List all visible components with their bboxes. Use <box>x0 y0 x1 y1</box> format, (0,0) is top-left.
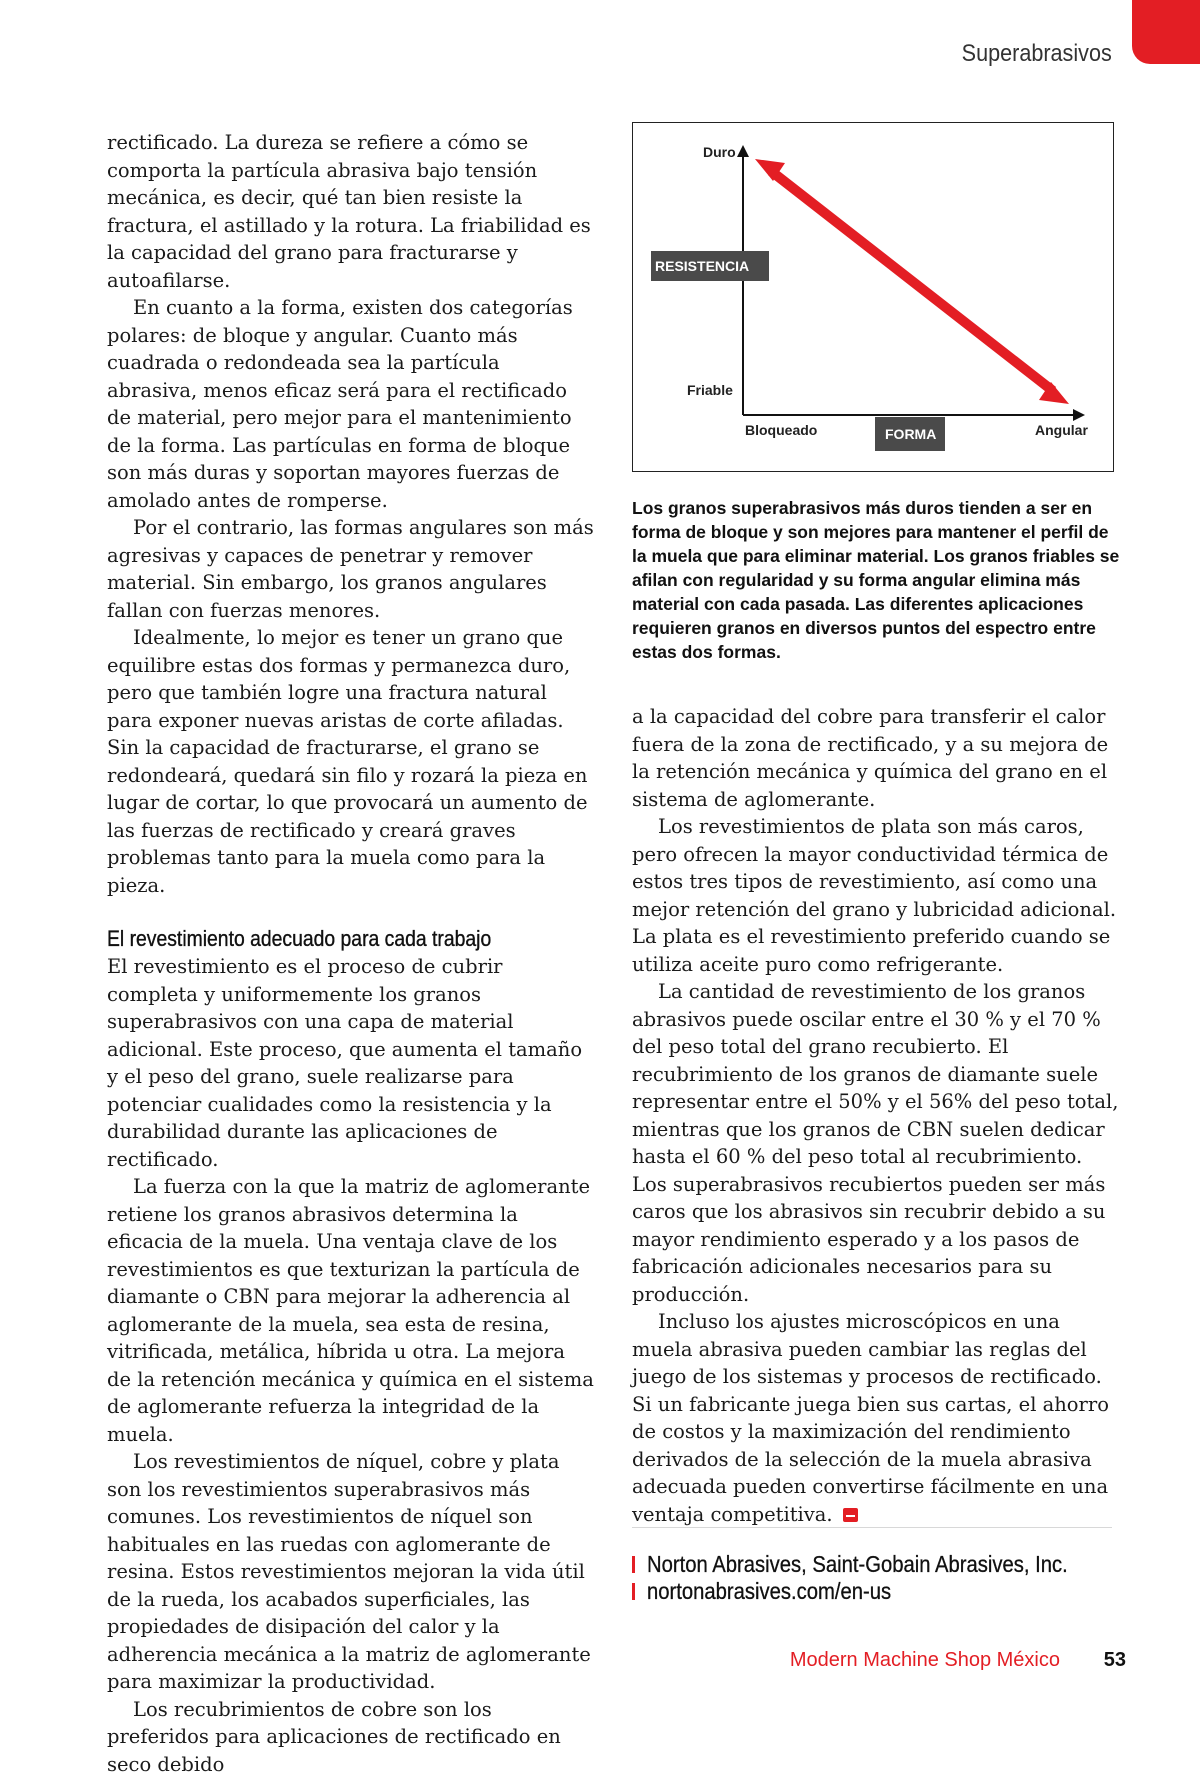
y-axis-arrowhead <box>737 145 749 157</box>
end-of-article-icon <box>843 1508 858 1522</box>
credits-block <box>632 1551 1152 1605</box>
section-heading: El revestimiento adecuado para cada trabajo <box>107 926 536 952</box>
x-low-label: Bloqueado <box>745 422 817 438</box>
credit-company <box>632 1551 1152 1578</box>
paragraph: El revestimiento es el proceso de cubrir completa y uniformemente los granos superabrasivos con una capa de material adicional. Este proceso, que aumenta el tamaño y el peso del grano, suele realizarse para potenciar cualidades como la resistencia y la durabilidad durante las aplicaciones de rectificado. <box>107 953 595 1173</box>
paragraph: Idealmente, lo mejor es tener un grano que equilibre estas dos formas y permanezca duro, pero que también logre una fractura natural para exponer nuevas aristas de corte afiladas. Sin la capacidad de fracturarse, el grano se redondeará, quedará sin filo y rozará la pieza en lugar de cortar, lo que provocará un aumento de las fuerzas de rectificado y creará graves problemas tanto para la muela como para la pieza. <box>107 624 595 899</box>
section-tab-accent <box>1132 0 1200 64</box>
paragraph: Por el contrario, las formas angulares son más agresivas y capaces de penetrar y remover material. Sin embargo, los granos angulares fallan con fuerzas menores. <box>107 514 595 624</box>
hardness-shape-diagram <box>632 122 1114 472</box>
paragraph: Los revestimientos de plata son más caros, pero ofrecen la mayor conductividad térmica de estos tres tipos de revestimiento, así como una mejor retención del grano y lubricidad adicional. La plata es el revestimiento preferido cuando se utiliza aceite puro como refrigerante. <box>632 813 1120 978</box>
website-link[interactable]: nortonabrasives.com/en-us <box>647 1578 891 1605</box>
paragraph: Los recubrimientos de cobre son los preferidos para aplicaciones de rectificado en seco debido <box>107 1696 595 1778</box>
paragraph: a la capacidad del cobre para transferir el calor fuera de la zona de rectificado, y a su mejora de la retención mecánica y química del grano en el sistema de aglomerante. <box>632 703 1120 813</box>
paragraph: En cuanto a la forma, existen dos categorías polares: de bloque y angular. Cuanto más cuadrada o redondeada sea la partícula abrasiva, menos eficaz será para el rectificado de material, pero mejor para el mantenimiento de la forma. Las partículas en forma de bloque son más duras y soportan mayores fuerzas de amolado antes de romperse. <box>107 294 595 514</box>
paragraph: La cantidad de revestimiento de los granos abrasivos puede oscilar entre el 30 % y el 70 % del peso total del grano recubierto. El recubrimiento de los granos de diamante suele representar entre el 50% y el 56% del peso total, mientras que los granos de CBN suelen dedicar hasta el 60 % del peso total al recubrimiento. Los superabrasivos recubiertos pueden ser más caros que los abrasivos sin recubrir debido a su mayor rendimiento esperado y a los pasos de fabricación adicionales necesarios para su producción. <box>632 978 1120 1308</box>
company-name: Norton Abrasives, Saint-Gobain Abrasives, Inc. <box>647 1551 1068 1578</box>
red-bar-icon <box>632 1556 635 1573</box>
diagram-svg <box>633 123 1113 471</box>
footer-magazine-name: Modern Machine Shop México <box>790 1649 1060 1672</box>
red-bar-icon <box>632 1583 635 1600</box>
credits-divider <box>632 1527 1112 1528</box>
paragraph: La fuerza con la que la matriz de aglomerante retiene los granos abrasivos determina la eficacia de la muela. Una ventaja clave de los revestimientos es que texturizan la partícula de diamante o CBN para mejorar la adherencia al aglomerante de la muela, sea esta de resina, vitrificada, metálica, híbrida u otra. La mejora de la retención mecánica y química en el sistema de aglomerante refuerza la integridad de la muela. <box>107 1173 595 1448</box>
section-label: Superabrasivos <box>962 40 1112 68</box>
y-high-label: Duro <box>703 144 736 160</box>
paragraph-text: Incluso los ajustes microscópicos en una muela abrasiva pueden cambiar las reglas del juego de los sistemas y procesos de rectificado. Si un fabricante juega bien sus cartas, el ahorro de costos y la maximización del rendimiento derivados de la selección de la muela abrasiva adecuada pueden convertirse fácilmente en una ventaja competitiva. <box>632 1310 1109 1526</box>
credit-website[interactable] <box>632 1578 1152 1605</box>
y-low-label: Friable <box>687 382 733 398</box>
page-number: 53 <box>1104 1649 1126 1672</box>
x-high-label: Angular <box>1035 422 1088 438</box>
paragraph: rectificado. La dureza se refiere a cómo se comporta la partícula abrasiva bajo tensión mecánica, es decir, qué tan bien resiste la fractura, el astillado y la rotura. La friabilidad es la capacidad del grano para fracturarse y autoafilarse. <box>107 129 595 294</box>
paragraph: Los revestimientos de níquel, cobre y plata son los revestimientos superabrasivos más comunes. Los revestimientos de níquel son habituales en las ruedas con aglomerante de resina. Estos revestimientos mejoran la vida útil de la rueda, los acabados superficiales, las propiedades de disipación del calor y la adherencia mecánica a la matriz de aglomerante para maximizar la productividad. <box>107 1448 595 1696</box>
right-column <box>632 703 1120 1528</box>
y-axis-title: RESISTENCIA <box>655 258 749 274</box>
x-axis-arrowhead <box>1073 409 1085 421</box>
x-axis-title: FORMA <box>885 426 936 442</box>
diagonal-arrow-shaft <box>771 171 1053 391</box>
paragraph <box>632 1308 1120 1528</box>
left-column <box>107 129 595 1778</box>
figure-caption: Los granos superabrasivos más duros tienden a ser en forma de bloque y son mejores para mantener el perfil de la muela que para eliminar material. Los granos friables se afilan con regularidad y su forma angular elimina más material con cada pasada. Las diferentes aplicaciones requieren granos en diversos puntos del espectro entre estas dos formas. <box>632 496 1122 664</box>
